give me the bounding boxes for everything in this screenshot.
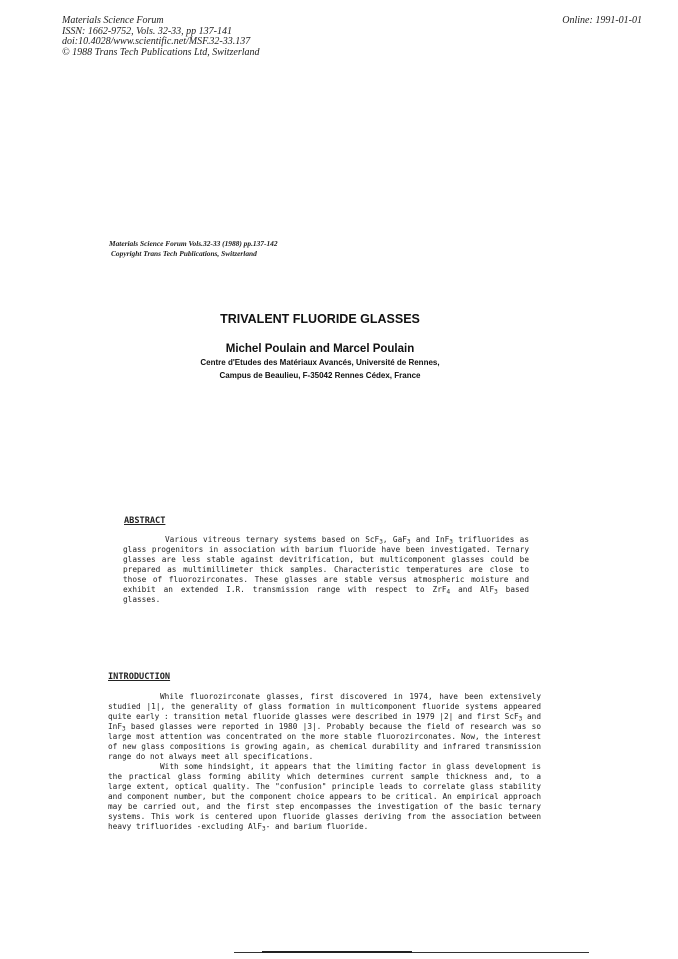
abstract-body <box>123 535 529 605</box>
introduction-heading: INTRODUCTION <box>108 672 171 682</box>
page-bottom-rule-thick <box>262 951 412 953</box>
paper-authors: Michel Poulain and Marcel Poulain <box>225 343 415 355</box>
title-block <box>0 311 640 381</box>
intro-paragraph-2: With some hindsight, it appears that the limiting factor in glass development is the practical glass forming ability which determines current sample thickness and, to a large extent, optical quality. The "confusion" principle leads to correlate glass stability and component number, but the component choice appears to be critical. An empirical approach may be carried out, and the first step encompasses the investigation of the basic ternary systems. This work is centered upon fluoride glasses deriving from the association between heavy trifluorides -excluding AlF$_3$- and barium fluoride. <box>108 762 541 833</box>
page-header-right <box>562 16 642 27</box>
paper-title: TRIVALENT FLUORIDE GLASSES <box>220 312 420 326</box>
online-date: Online: 1991-01-01 <box>562 15 642 26</box>
page-header-left <box>62 16 260 58</box>
doi-link[interactable]: doi:10.4028/www.scientific.net/MSF.32-33.137 <box>62 36 251 47</box>
abstract-heading: ABSTRACT <box>124 516 166 526</box>
affiliation-line-2: Campus de Beaulieu, F-35042 Rennes Cédex, France <box>219 370 421 380</box>
abstract-paragraph: Various vitreous ternary systems based on ScF$_3$, GaF$_3$ and InF$_3$ trifluorides as glass progenitors in association with barium fluoride have been investigated. Ternary glasses are less stable against devitrification, but multicomponent glasses could be prepared as multimillimeter thick samples. Characteristic temperatures are close to those of fluorozirconates. These glasses are stable versus atmospheric moisture and exhibit an extended I.R. transmission range with respect to ZrF$_4$ and AlF$_3$ based glasses. <box>123 535 530 604</box>
issn-line: ISSN: 1662-9752, Vols. 32-33, pp 137-141 <box>62 25 232 37</box>
journal-name: Materials Science Forum <box>62 15 164 26</box>
journal-citation: Materials Science Forum Vols.32-33 (1988) pp.137-142 <box>109 239 278 248</box>
copyright-line: © 1988 Trans Tech Publications Ltd, Switzerland <box>62 46 260 58</box>
journal-reference <box>109 239 278 259</box>
intro-paragraph-1: While fluorozirconate glasses, first discovered in 1974, have been extensively studied |1|, the generality of glass formation in multicomponent fluoride systems appeared quite early : transition metal fluoride glasses were described in 1979 |2| and first ScF$_3$ and InF$_3$ based glasses were reported in 1980 |3|. Probably because the field of research was so large most attention was concentrated on the more stable fluorozirconates. Now, the interest of new glass compositions is growing again, as chemical durability and infrared transmission range do not always meet all specifications. <box>108 692 541 761</box>
introduction-body <box>108 692 541 832</box>
journal-copyright: Copyright Trans Tech Publications, Switzerland <box>111 249 257 258</box>
affiliation-line-1: Centre d'Etudes des Matériaux Avancés, Université de Rennes, <box>200 358 440 367</box>
